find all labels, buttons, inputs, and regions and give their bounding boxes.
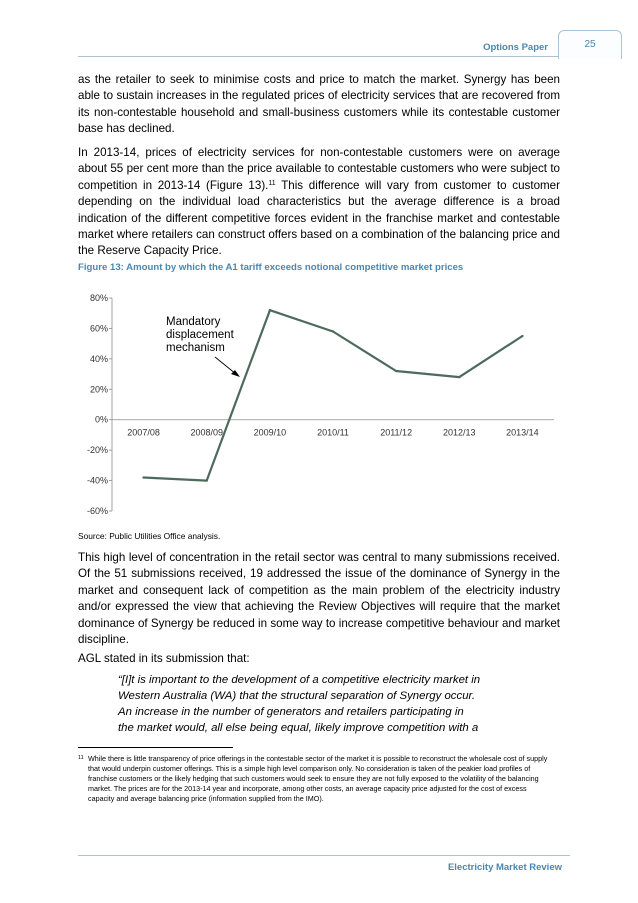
data-point (395, 370, 397, 372)
footer-rule (78, 855, 570, 856)
paragraph-1: as the retailer to seek to minimise costs and price to match the market. Synergy has been able to sustain increases in the regulated prices of electricity services that are recovered from its non-contestable household and small-business customers while its contestable customer base has declined. (78, 73, 560, 136)
paragraph-2-text-a: In 2013-14, prices of electricity services for non-contestable customers were on average about 55 per cent more than the price available to contestable customers who were subject to competition in 2013-14 (Figure 13). (78, 146, 560, 192)
header-title: Options Paper (483, 42, 548, 53)
y-tick-label: 80% (89, 293, 108, 303)
annotation-line-1: Mandatory (166, 316, 221, 328)
footnote-rule (78, 747, 233, 748)
y-tick-label: -40% (86, 475, 108, 486)
quote-line-1: “[I]t is important to the development of a competitive electricity market in (118, 674, 481, 686)
data-point (206, 479, 208, 481)
x-tick-label: 2009/10 (253, 427, 287, 438)
x-tick-label: 2008/09 (190, 427, 223, 438)
x-tick-labels (127, 428, 538, 438)
y-tick-label: -60% (86, 506, 108, 516)
page-number: 25 (584, 39, 596, 50)
x-tick-label: 2010/11 (317, 427, 349, 438)
line-chart (78, 280, 560, 525)
paragraph-4: AGL stated in its submission that: (78, 652, 250, 665)
figure-title: Figure 13: Amount by which the A1 tariff exceeds notional competitive market prices (78, 262, 464, 273)
footnote-number: 11 (78, 755, 84, 761)
footnote (78, 754, 548, 804)
x-tick-label: 2011/12 (380, 427, 413, 438)
header-rule (78, 56, 570, 57)
chart-annotation (166, 316, 240, 377)
annotation-arrow (215, 357, 236, 374)
y-tick-label: 40% (89, 353, 108, 364)
annotation-line-3: mechanism (166, 342, 225, 354)
data-point (458, 376, 460, 378)
paragraph-2 (78, 145, 560, 260)
data-point (521, 335, 523, 337)
quote-line-4: the market would, all else being equal, likely improve competition with a (118, 722, 479, 734)
y-tick-labels (87, 293, 112, 516)
y-tick-label: 20% (89, 384, 108, 395)
quote-line-2: Western Australia (WA) that the structural separation of Synergy occur. (118, 690, 476, 702)
footnote-ref: 11 (268, 179, 276, 187)
x-tick-label: 2013/14 (506, 427, 539, 438)
page-number-tab (558, 30, 622, 59)
paragraph-2-text-b: This difference will vary from customer to customer depending on the individual load characteristics but the average difference is a broad indication of the different competitive forces evident in the franchise market and contestable market where retailers can construct offers based on a combination of the balancing price and the Reserve Capacity Price. (78, 178, 560, 258)
y-tick-label: -20% (86, 445, 108, 456)
quote-line-3: An increase in the number of generators and retailers participating in (118, 706, 464, 718)
y-tick-label: 0% (94, 414, 108, 425)
figure-source: Source: Public Utilities Office analysis. (78, 531, 221, 541)
data-point (142, 476, 144, 478)
footnote-text: While there is little transparency of price offerings in the contestable sector of the market it is possible to reconstruct the wholesale cost of supply that would underpin customer offerings. This is a simple high level comparison only. No consideration is taken of the peakier load profiles of franchise customers or the likely hedging that such customers would seek to ensure they are not fully exposed to the volatility of the balancing market. The prices are for the 2013-14 year and incorporate, among other costs, an average capacity price adjusted for the cost of excess capacity and average balancing price (information supplied from the IMO). (88, 754, 548, 803)
x-tick-label: 2007/08 (127, 427, 160, 438)
data-point (269, 309, 271, 311)
y-tick-label: 60% (89, 323, 108, 334)
x-tick-label: 2012/13 (443, 427, 476, 438)
annotation-line-2: displacement (166, 329, 234, 341)
data-point (332, 330, 334, 332)
paragraph-3: This high level of concentration in the retail sector was central to many submissions received. Of the 51 submissions received, 19 addressed the issue of the dominance of Synergy in the market and consequent lack of competition as the main problem of the electricity industry and/or expressed the view that achieving the Review Objectives will require that the market dominance of Synergy be reduced in some way to increase competitive behaviour and market discipline. (78, 551, 560, 647)
footer-title: Electricity Market Review (447, 862, 562, 873)
